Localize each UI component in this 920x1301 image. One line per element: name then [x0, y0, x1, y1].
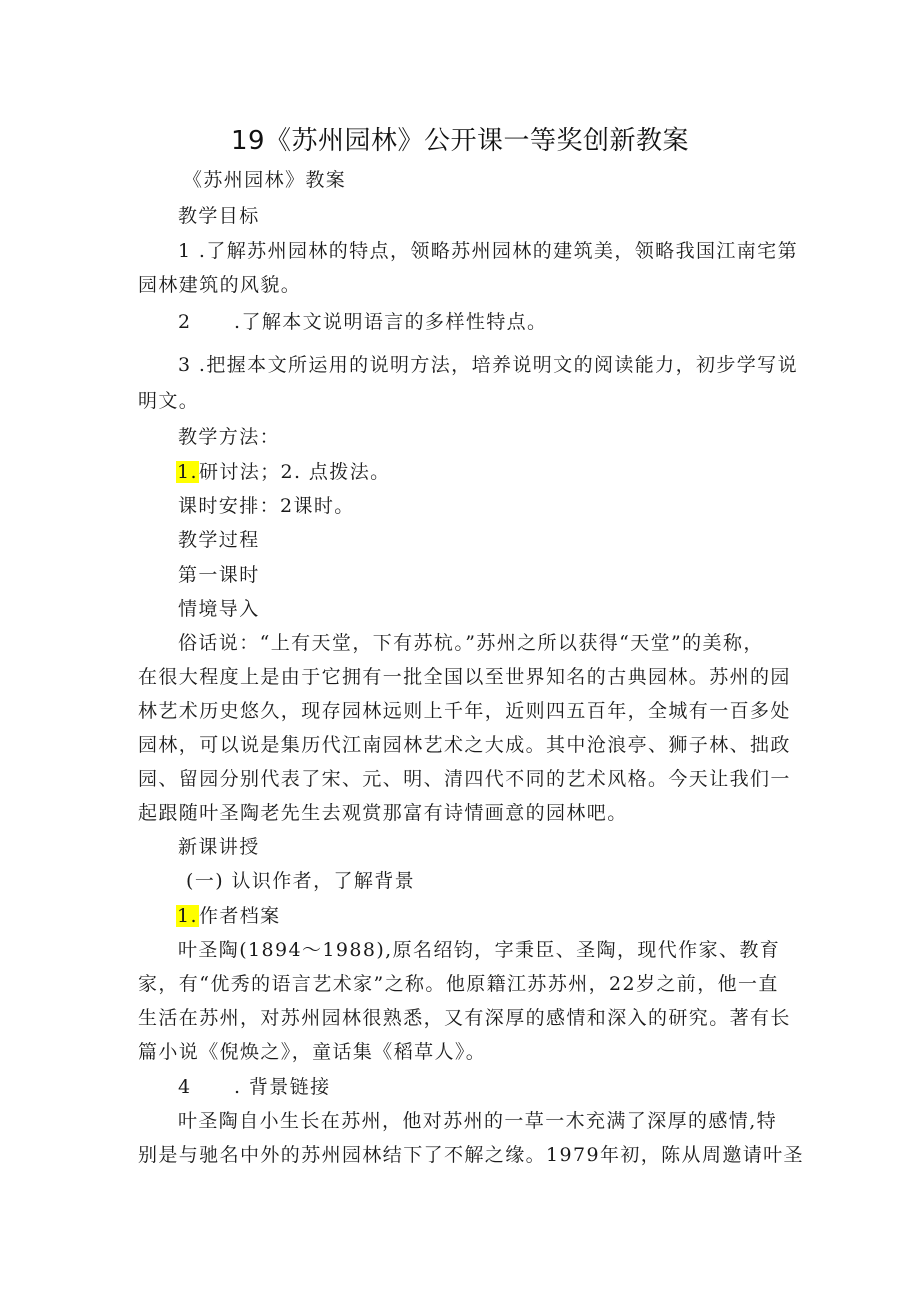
section-1-heading: (一) 认识作者，了解背景	[186, 870, 416, 892]
profile-line	[176, 903, 281, 929]
background-heading	[178, 1074, 330, 1100]
intro-paragraph-line: 在很大程度上是由于它拥有一批全国以至世界知名的古典园林。苏州的园	[138, 666, 791, 688]
background-text: . 背景链接	[234, 1076, 331, 1098]
methods-line	[176, 459, 391, 485]
goal-2-text: .了解本文说明语言的多样性特点。	[234, 311, 548, 333]
intro-paragraph-line: 起跟随叶圣陶老先生去观赏那富有诗情画意的园林吧。	[138, 802, 628, 824]
highlighted-number: 1.	[177, 905, 198, 927]
intro-paragraph-line: 林艺术历史悠久，现存园林远则上千年，近则四五百年，全城有一百多处	[138, 700, 791, 722]
author-paragraph-line: 叶圣陶(1894～1988),原名绍钧，字秉臣、圣陶，现代作家、教育	[178, 939, 781, 961]
highlighted-number: 1.	[177, 461, 198, 483]
author-paragraph-line: 篇小说《倪焕之》，童话集《稻草人》。	[138, 1041, 487, 1063]
schedule-line: 课时安排：2课时。	[178, 495, 355, 517]
profile-text: 作者档案	[198, 905, 281, 927]
lesson-1-heading: 第一课时	[178, 564, 260, 586]
author-paragraph-line: 家，有“优秀的语言艺术家”之称。他原籍江苏苏州，22岁之前，他一直	[138, 973, 779, 995]
subtitle: 《苏州园林》教案	[183, 169, 347, 191]
goals-heading: 教学目标	[178, 205, 260, 227]
methods-text: 研讨法；2. 点拨法。	[198, 461, 391, 483]
intro-heading: 情境导入	[178, 598, 260, 620]
goal-2	[178, 309, 547, 335]
background-paragraph-line: 别是与驰名中外的苏州园林结下了不解之缘。1979年初，陈从周邀请叶圣	[138, 1144, 804, 1166]
intro-paragraph-line: 园林，可以说是集历代江南园林艺术之大成。其中沧浪亭、狮子林、拙政	[138, 734, 791, 756]
goal-1-line-1: 1 .了解苏州园林的特点，领略苏州园林的建筑美，领略我国江南宅第	[178, 240, 798, 262]
intro-paragraph-line: 俗话说：“上有天堂，下有苏杭。”苏州之所以获得“天堂”的美称，	[178, 632, 764, 654]
methods-heading: 教学方法：	[178, 426, 281, 448]
goal-1-line-2: 园林建筑的风貌。	[138, 274, 302, 296]
goal-3-line-1: 3 .把握本文所运用的说明方法，培养说明文的阅读能力，初步学写说	[178, 354, 798, 376]
background-number: 4	[178, 1076, 192, 1098]
document-title: 19《苏州园林》公开课一等奖创新教案	[230, 126, 690, 156]
goal-3-line-2: 明文。	[138, 390, 200, 412]
author-paragraph-line: 生活在苏州，对苏州园林很熟悉，又有深厚的感情和深入的研究。著有长	[138, 1007, 791, 1029]
new-lesson-heading: 新课讲授	[178, 836, 260, 858]
goal-2-number: 2	[178, 311, 192, 333]
intro-paragraph-line: 园、留园分别代表了宋、元、明、清四代不同的艺术风格。今天让我们一	[138, 768, 791, 790]
background-paragraph-line: 叶圣陶自小生长在苏州，他对苏州的一草一木充满了深厚的感情,特	[178, 1110, 778, 1132]
process-heading: 教学过程	[178, 529, 260, 551]
